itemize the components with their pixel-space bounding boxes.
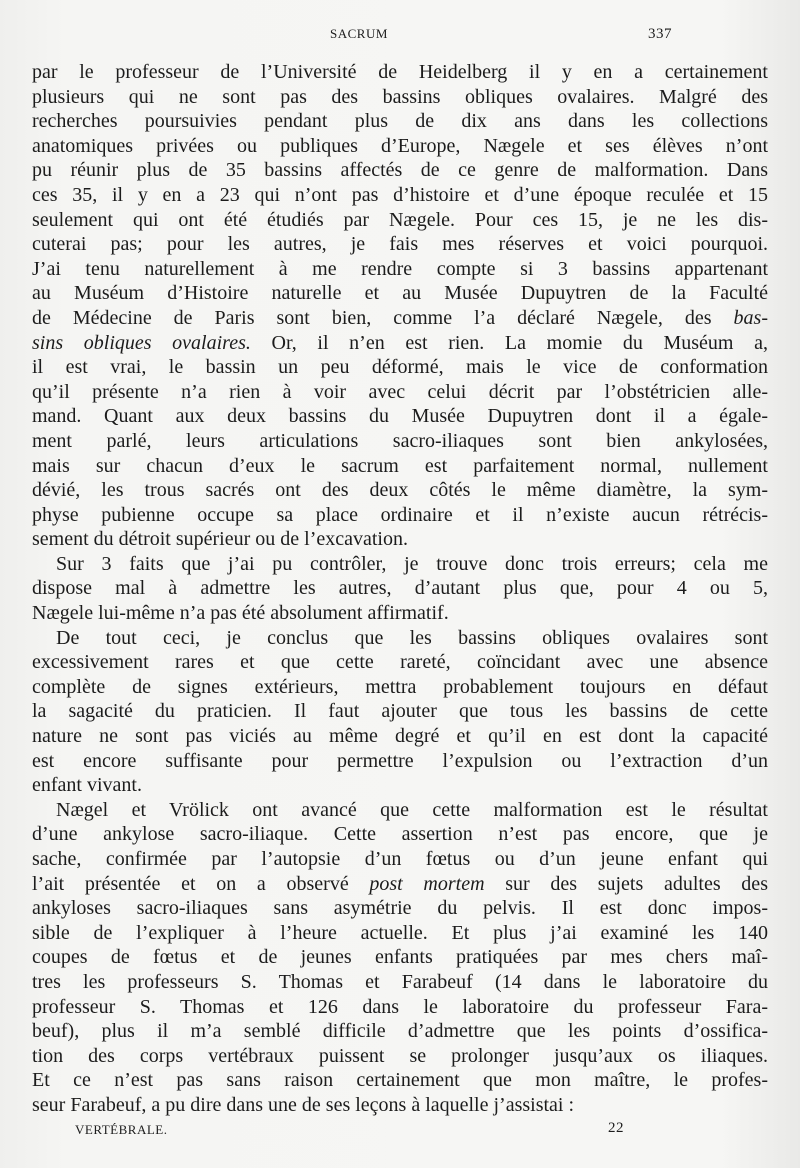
text-segment: coupes de fœtus et de jeunes enfants pratiquées par mes chers maî- bbox=[32, 946, 768, 969]
signature-mark: VERTÉBRALE. bbox=[75, 1122, 168, 1137]
italic-text: bas- bbox=[733, 306, 768, 329]
text-line bbox=[32, 158, 768, 183]
text-segment: sur des sujets adultes des bbox=[484, 872, 768, 895]
text-line bbox=[32, 724, 768, 749]
text-segment: qu’il présente n’a rien à voir avec celui décrit par l’obstétricien alle- bbox=[32, 380, 768, 403]
text-line bbox=[32, 85, 768, 110]
text-segment: Nægele lui-même n’a pas été absolument affirmatif. bbox=[32, 602, 449, 625]
text-segment: complète de signes extérieurs, mettra probablement toujours en défaut bbox=[32, 675, 768, 698]
text-segment: Nægel et Vrölick ont avancé que cette malformation est le résultat bbox=[56, 798, 768, 821]
running-head bbox=[0, 26, 800, 46]
text-line bbox=[32, 896, 768, 921]
text-segment: ankyloses sacro-iliaques sans asymétrie du pelvis. Il est donc impos- bbox=[32, 897, 768, 920]
text-line bbox=[32, 945, 768, 970]
text-line bbox=[32, 232, 768, 257]
text-segment: la sagacité du praticien. Il faut ajouter que tous les bassins de cette bbox=[32, 700, 768, 723]
text-segment: plusieurs qui ne sont pas des bassins obliques ovalaires. Malgré des bbox=[32, 85, 768, 108]
text-line bbox=[32, 749, 768, 774]
text-segment: Sur 3 faits que j’ai pu contrôler, je trouve donc trois erreurs; cela me bbox=[56, 552, 768, 575]
text-segment: de Médecine de Paris sont bien, comme l’a déclaré Nægele, des bbox=[32, 306, 734, 329]
text-line bbox=[32, 60, 768, 85]
text-segment: De tout ceci, je conclus que les bassins obliques ovalaires sont bbox=[56, 626, 768, 649]
text-segment: beuf), plus il m’a semblé difficile d’admettre que les points d’ossifica- bbox=[32, 1020, 768, 1043]
page-number: 337 bbox=[648, 26, 672, 42]
text-segment: au Muséum d’Histoire naturelle et au Musée Dupuytren de la Faculté bbox=[32, 282, 768, 305]
text-line bbox=[32, 134, 768, 159]
text-line bbox=[32, 1044, 768, 1069]
text-line bbox=[32, 1068, 768, 1093]
text-segment: cuterai pas; pour les autres, je fais mes réserves et voici pourquoi. bbox=[32, 233, 768, 256]
text-segment: ces 35, il y en a 23 qui n’ont pas d’histoire et d’une époque reculée et 15 bbox=[32, 183, 768, 206]
text-segment: nature ne sont pas viciés au même degré et qu’il en est dont la capacité bbox=[32, 725, 768, 748]
text-segment: tion des corps vertébraux puissent se prolonger jusqu’aux os iliaques. bbox=[32, 1044, 768, 1067]
text-line bbox=[32, 675, 768, 700]
text-segment: anatomiques privées ou publiques d’Europe, Nægele et ses élèves n’ont bbox=[32, 134, 768, 157]
text-segment: sache, confirmée par l’autopsie d’un fœtus ou d’un jeune enfant qui bbox=[32, 848, 768, 870]
text-line bbox=[32, 109, 768, 134]
text-line bbox=[32, 995, 768, 1020]
text-segment: mand. Quant aux deux bassins du Musée Dupuytren dont il a égale- bbox=[32, 405, 768, 428]
text-line bbox=[32, 527, 768, 552]
text-segment: l’ait présentée et on a observé bbox=[32, 872, 370, 895]
text-line bbox=[32, 331, 768, 356]
sheet-number: 22 bbox=[608, 1120, 624, 1136]
text-line bbox=[32, 503, 768, 528]
text-segment: J’ai tenu naturellement à me rendre compte si 3 bassins appartenant bbox=[32, 257, 768, 280]
text-line bbox=[32, 773, 768, 798]
text-line bbox=[32, 208, 768, 233]
text-segment: enfant vivant. bbox=[32, 774, 142, 797]
text-line bbox=[32, 478, 768, 503]
text-segment: d’une ankylose sacro-iliaque. Cette assertion n’est pas encore, que je bbox=[32, 823, 768, 846]
text-segment: est encore suffisante pour permettre l’expulsion ou l’extraction d’un bbox=[32, 749, 768, 772]
italic-text: post mortem bbox=[369, 872, 485, 895]
text-segment: pu réunir plus de 35 bassins affectés de ce genre de malformation. Dans bbox=[32, 159, 768, 182]
text-segment: seulement qui ont été étudiés par Nægele. Pour ces 15, je ne les dis- bbox=[32, 208, 768, 231]
text-line bbox=[32, 404, 768, 429]
text-line bbox=[32, 355, 768, 380]
text-segment: tres les professeurs S. Thomas et Farabeuf (14 dans le laboratoire du bbox=[32, 970, 768, 993]
text-segment: dévié, les trous sacrés ont des deux côtés le même diamètre, la sym- bbox=[32, 479, 768, 502]
text-line bbox=[32, 576, 768, 601]
text-line bbox=[32, 798, 768, 823]
text-line bbox=[32, 699, 768, 724]
text-segment: physe pubienne occupe sa place ordinaire et il n’existe aucun rétrécis- bbox=[32, 503, 768, 526]
text-segment: mais sur chacun d’eux le sacrum est parfaitement normal, nullement bbox=[32, 454, 768, 477]
text-line bbox=[32, 601, 768, 626]
text-segment: Et ce n’est pas sans raison certainement que mon maître, le profes- bbox=[32, 1069, 768, 1092]
text-segment: dispose mal à admettre les autres, d’autant plus que, pour 4 ou 5, bbox=[32, 577, 768, 600]
text-line bbox=[32, 183, 768, 208]
text-line bbox=[32, 1019, 768, 1044]
text-segment: sement du détroit supérieur ou de l’excavation. bbox=[32, 528, 408, 551]
text-segment: excessivement rares et que cette rareté, coïncidant avec une absence bbox=[32, 651, 768, 674]
text-line bbox=[32, 921, 768, 946]
text-segment: professeur S. Thomas et 126 dans le laboratoire du professeur Fara- bbox=[32, 995, 768, 1018]
text-line bbox=[32, 822, 768, 847]
text-segment: il est vrai, le bassin un peu déformé, mais le vice de conformation bbox=[32, 356, 768, 379]
text-line bbox=[32, 847, 768, 872]
text-segment: sible de l’expliquer à l’heure actuelle. Et plus j’ai examiné les 140 bbox=[32, 921, 768, 944]
text-segment: recherches poursuivies pendant plus de dix ans dans les collections bbox=[32, 110, 768, 133]
text-line bbox=[32, 970, 768, 995]
text-segment: seur Farabeuf, a pu dire dans une de ses leçons à laquelle j’assistai : bbox=[32, 1093, 575, 1116]
text-segment: ment parlé, leurs articulations sacro-iliaques sont bien ankylosées, bbox=[32, 429, 768, 452]
text-line bbox=[32, 281, 768, 306]
text-line bbox=[32, 380, 768, 405]
text-line bbox=[32, 257, 768, 282]
running-title: SACRUM bbox=[330, 26, 388, 41]
text-line bbox=[32, 429, 768, 454]
text-line bbox=[32, 552, 768, 577]
text-line bbox=[32, 454, 768, 479]
text-segment: par le professeur de l’Université de Heidelberg il y en a certainement bbox=[32, 61, 768, 83]
text-line bbox=[32, 650, 768, 675]
text-line bbox=[32, 1093, 768, 1118]
body-text bbox=[32, 60, 768, 1118]
text-line bbox=[32, 872, 768, 897]
italic-text: sins obliques ovalaires. bbox=[32, 331, 251, 354]
text-segment: Or, il n’en est rien. La momie du Muséum a, bbox=[250, 331, 768, 354]
text-line bbox=[32, 306, 768, 331]
text-line bbox=[32, 626, 768, 651]
